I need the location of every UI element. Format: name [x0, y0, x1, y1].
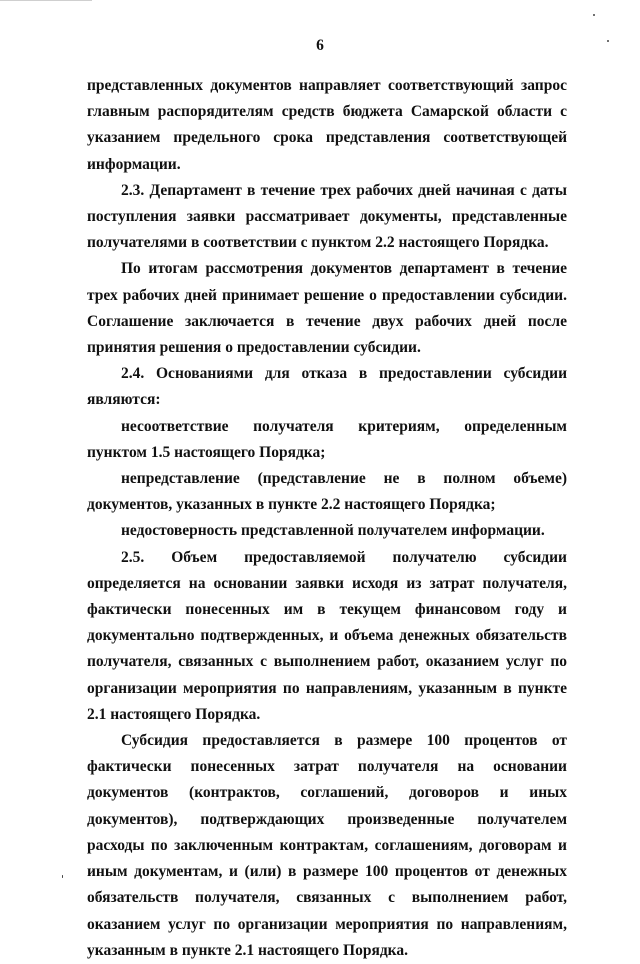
document-body	[87, 73, 567, 964]
paragraph-2-4: 2.4. Основаниями для отказа в предоставлении субсидии являются:	[87, 365, 567, 409]
paragraph-refusal-unreliable: недостоверность представленной получателем информации.	[121, 522, 545, 540]
page-number: 6	[316, 37, 324, 54]
scan-speck	[62, 875, 63, 878]
paragraph-refusal-criteria: несоответствие получателя критериям, определенным пунктом 1.5 настоящего Порядка;	[87, 417, 567, 461]
paragraph-continuation: представленных документов направляет соответствующий запрос главным распорядителям средств бюджета Самарской области с указанием предельного срока представления соответствующей информации.	[87, 77, 567, 173]
paragraph-2-3: 2.3. Департамент в течение трех рабочих дней начиная с даты поступления заявки рассматривает документы, представленные получателями в соответствии с пунктом 2.2 настоящего Порядка.	[87, 181, 567, 252]
scan-edge-line	[0, 0, 92, 1]
paragraph-subsidy-amount: Субсидия предоставляется в размере 100 процентов от фактически понесенных затрат получателя на основании документов (контрактов, соглашений, договоров и иных документов), подтверждающих произведенные получателем расходы по заключенным контрактам, соглашениям, договорам и иным документам, и (или) в размере 100 процентов от денежных обязательств получателя, связанных с выполнением работ, оказанием услуг по организации мероприятия по направлениям, указанным в пункте 2.1 настоящего Порядка.	[87, 732, 567, 959]
paragraph-refusal-documents: непредставление (представление не в полном объеме) документов, указанных в пункте 2.2 настоящего Порядка;	[87, 470, 567, 514]
scan-speck	[593, 14, 595, 16]
paragraph-2-5: 2.5. Объем предоставляемой получателю субсидии определяется на основании заявки исходя из затрат получателя, фактически понесенных им в текущем финансовом году и документально подтвержденных, и объема денежных обязательств получателя, связанных с выполнением работ, оказанием услуг по организации мероприятия по направлениям, указанным в пункте 2.1 настоящего Порядка.	[87, 548, 567, 723]
paragraph-decision: По итогам рассмотрения документов департамент в течение трех рабочих дней принимает решение о предоставлении субсидии. Соглашение заключается в течение двух рабочих дней после принятия решения о предоставлении субсидии.	[87, 260, 567, 357]
